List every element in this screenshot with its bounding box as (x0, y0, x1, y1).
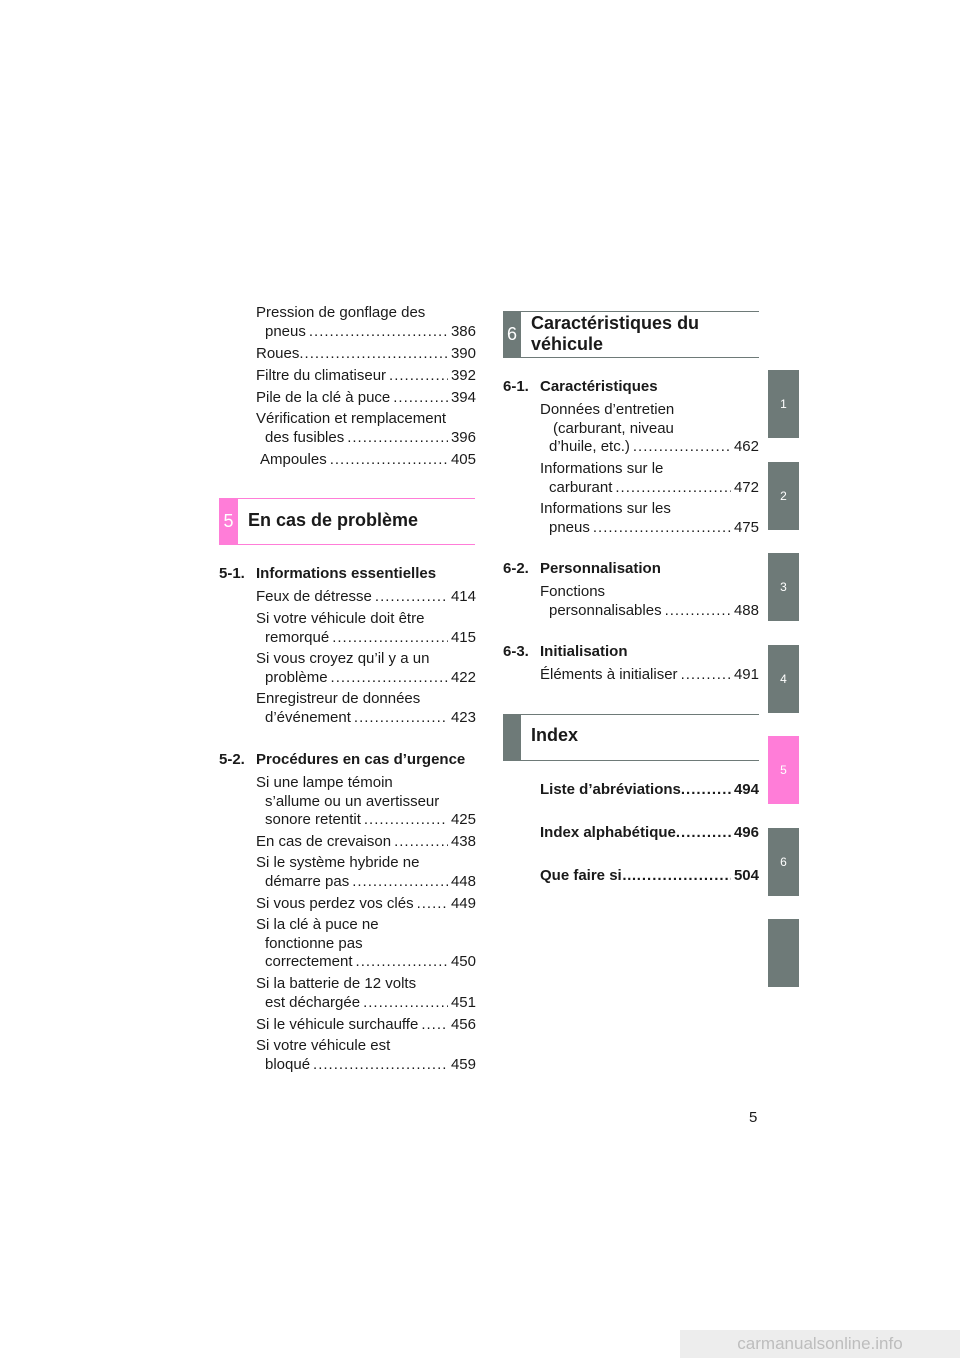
toc-entry-page: 450 (450, 953, 476, 970)
toc-entry-label: En cas de crevaison (256, 833, 392, 850)
toc-entry-page: 423 (450, 708, 476, 726)
index-header[interactable] (503, 714, 759, 761)
toc-entry-line: Si une lampe témoin (256, 774, 393, 791)
toc-entry-label: Feux de détresse (256, 588, 372, 605)
toc-entry-page: 390 (450, 345, 476, 362)
toc-entry-label: Roues (256, 345, 300, 362)
toc-entry-line: Informations sur les (540, 500, 671, 517)
toc-entry-label: Ampoules (260, 451, 327, 468)
toc-entry-page: 488 (733, 601, 759, 619)
toc-entry[interactable] (540, 460, 759, 497)
toc-entry-page: 475 (733, 518, 759, 536)
toc-entry-label: d’huile, etc.) (549, 438, 630, 455)
side-tab-5-active[interactable]: 5 (768, 736, 799, 804)
section-number: 6-1. (503, 378, 529, 395)
side-tab-3[interactable]: 3 (768, 553, 799, 621)
toc-entry[interactable] (256, 774, 476, 830)
toc-entry-page: 392 (450, 367, 476, 384)
toc-entry-label: d’événement (265, 708, 351, 726)
chapter-rule (503, 714, 759, 715)
toc-entry-page: 414 (450, 588, 476, 605)
chapter-5-header[interactable] (219, 498, 475, 545)
toc-entry[interactable] (256, 367, 476, 386)
section-label: Informations essentielles (256, 565, 437, 582)
chapter-tab: 6 (503, 311, 521, 358)
page-number: 5 (749, 1109, 758, 1126)
section-number: 5-2. (219, 751, 245, 768)
toc-entry-label: Index alphabétique (540, 824, 676, 841)
toc-entry[interactable] (260, 451, 476, 470)
index-entry[interactable] (540, 867, 759, 886)
toc-entry-page: 451 (450, 993, 476, 1011)
toc-entry[interactable] (256, 690, 476, 727)
chapter-rule (503, 760, 759, 761)
toc-entry-page: 405 (450, 451, 476, 468)
toc-entry-page: 422 (450, 668, 476, 686)
toc-entry-label: des fusibles (265, 428, 345, 446)
toc-entry-page: 415 (450, 628, 476, 646)
toc-entry[interactable] (256, 588, 476, 607)
toc-entry-line: Si vous croyez qu’il y a un (256, 650, 430, 667)
section-number: 5-1. (219, 565, 245, 582)
section-label: Procédures en cas d’urgence (256, 751, 466, 768)
toc-entry-label: Si le véhicule surchauffe (256, 1016, 419, 1033)
toc-entry[interactable] (256, 975, 476, 1012)
side-tab-4[interactable]: 4 (768, 645, 799, 713)
toc-entry[interactable] (256, 895, 476, 914)
toc-entry[interactable] (256, 833, 476, 852)
chapter-title: Index (531, 725, 579, 745)
chapter-title: En cas de problème (248, 510, 419, 530)
chapter-rule (503, 311, 759, 312)
toc-entry-line: Fonctions (540, 583, 606, 600)
section-label: Caractéristiques (540, 378, 658, 395)
toc-entry-page: 394 (450, 389, 476, 406)
toc-entry-line: Enregistreur de données (256, 690, 421, 707)
chapter-title (531, 313, 699, 355)
toc-entry[interactable] (256, 389, 476, 408)
toc-entry-page: 438 (450, 833, 476, 850)
toc-entry[interactable] (256, 345, 476, 364)
toc-entry-label: pneus (265, 322, 306, 340)
toc-entry-page: 448 (450, 872, 476, 890)
section-title[interactable] (503, 643, 628, 661)
toc-entry-page: 386 (450, 322, 476, 340)
side-tab-6[interactable]: 6 (768, 828, 799, 896)
toc-entry-line: Si votre véhicule est (256, 1037, 391, 1054)
watermark: carmanualsonline.info (680, 1330, 960, 1358)
toc-entry-label: problème (265, 668, 328, 686)
toc-entry[interactable] (256, 610, 476, 647)
toc-entry[interactable] (256, 650, 476, 687)
toc-entry-line: Données d’entretien (540, 401, 675, 418)
chapter-tab (503, 714, 521, 761)
toc-entry[interactable] (256, 1037, 476, 1074)
toc-entry-page: 425 (450, 811, 476, 828)
toc-entry[interactable] (540, 500, 759, 537)
toc-entry-page: 496 (733, 824, 759, 841)
index-entry[interactable] (540, 824, 759, 843)
toc-entry-page: 459 (450, 1055, 476, 1073)
section-number: 6-3. (503, 643, 529, 660)
chapter-rule (219, 498, 475, 499)
chapter-title-line: Caractéristiques du (531, 313, 700, 333)
index-entry[interactable] (540, 781, 759, 800)
toc-entry-label: Pile de la clé à puce (256, 389, 391, 406)
toc-entry-label: pneus (549, 518, 590, 536)
toc-entry-line: s’allume ou un avertisseur (265, 792, 440, 810)
section-label: Initialisation (540, 643, 628, 660)
side-tab-index[interactable] (768, 919, 799, 987)
chapter-rule (503, 357, 759, 358)
toc-entry[interactable] (256, 1016, 476, 1035)
toc-entry-page: 504 (733, 867, 759, 884)
toc-entry-label: remorqué (265, 628, 330, 646)
toc-entry-line: Si votre véhicule doit être (256, 610, 425, 627)
toc-entry-label: Éléments à initialiser (540, 666, 678, 683)
chapter-rule (219, 544, 475, 545)
chapter-tab: 5 (219, 498, 238, 545)
toc-entry-line: fonctionne pas (265, 934, 363, 952)
toc-entry-label: Filtre du climatiseur (256, 367, 387, 384)
section-title[interactable] (503, 560, 661, 578)
toc-entry-label: démarre pas (265, 872, 350, 890)
toc-entry-page: 491 (733, 666, 759, 683)
toc-entry-page: 449 (450, 895, 476, 912)
section-title[interactable] (503, 378, 658, 396)
toc-entry-page: 456 (450, 1016, 476, 1033)
section-title[interactable] (219, 751, 465, 769)
section-title[interactable] (219, 565, 436, 583)
toc-entry-line: Si le système hybride ne (256, 854, 420, 871)
section-label: Personnalisation (540, 560, 661, 577)
side-tab-1[interactable]: 1 (768, 370, 799, 438)
toc-entry-page: 396 (450, 428, 476, 446)
toc-entry-label: personnalisables (549, 601, 662, 619)
toc-entry-page: 472 (733, 478, 759, 496)
toc-entry[interactable] (540, 583, 759, 620)
toc-entry-page: 494 (733, 781, 759, 798)
toc-entry-label: Que faire si… (540, 867, 637, 884)
toc-entry-line: Pression de gonflage des (256, 304, 426, 321)
toc-entry-line: Vérification et remplacement (256, 410, 447, 427)
toc-entry-line: (carburant, niveau (553, 419, 674, 437)
toc-entry-label: est déchargée (265, 993, 361, 1011)
toc-entry-label: sonore retentit (265, 811, 361, 828)
toc-entry-label: Si vous perdez vos clés (256, 895, 414, 912)
toc-entry[interactable] (256, 854, 476, 891)
toc-entry[interactable] (540, 401, 759, 457)
side-tab-2[interactable]: 2 (768, 462, 799, 530)
section-number: 6-2. (503, 560, 529, 577)
toc-entry[interactable] (256, 304, 476, 341)
toc-entry-label: carburant (549, 478, 613, 496)
toc-entry-label: Liste d’abréviations (540, 781, 681, 798)
toc-entry-line: Si la clé à puce ne (256, 916, 379, 933)
toc-entry-page: 462 (733, 438, 759, 455)
toc-entry-line: Si la batterie de 12 volts (256, 975, 417, 992)
toc-entry-label: correctement (265, 953, 353, 970)
toc-entry[interactable] (256, 410, 476, 447)
chapter-6-header[interactable] (503, 311, 759, 358)
toc-entry-line: Informations sur le (540, 460, 664, 477)
toc-entry[interactable] (540, 666, 759, 685)
toc-entry[interactable] (256, 916, 476, 972)
toc-entry-label: bloqué (265, 1055, 311, 1073)
chapter-title-line: véhicule (531, 334, 604, 354)
